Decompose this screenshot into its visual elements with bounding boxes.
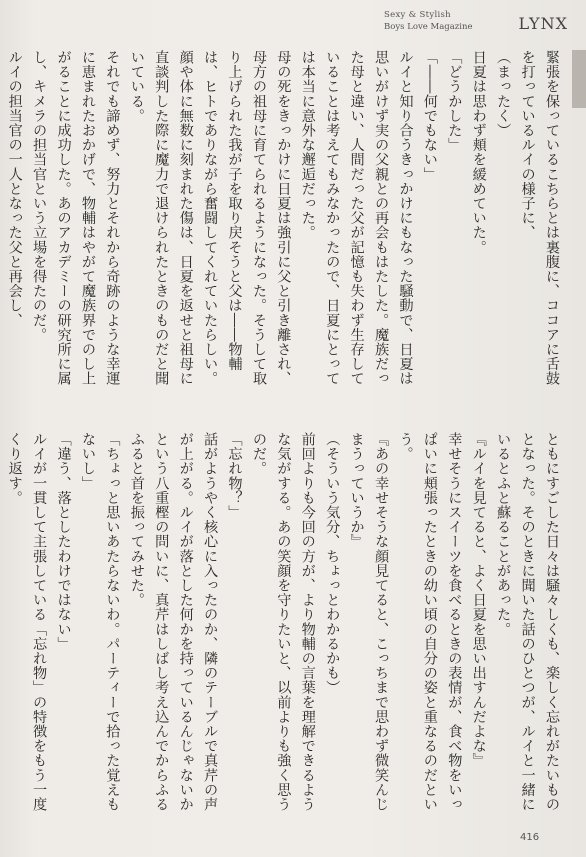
paragraph: 顔や体に無数に刻まれた傷は、日夏を返せと祖母に直談判した際に魔力で退けられたときのものだと聞いている。 bbox=[128, 50, 194, 386]
paragraph: 「ちょっと思いあたらないわ。パーティーで拾った覚えもないし」 bbox=[79, 432, 121, 812]
paragraph: 『ルイを見てると、よく日夏を思い出すんだよな』 bbox=[470, 432, 487, 768]
paragraph: （そういう気分、ちょっとわかるかも） bbox=[324, 432, 341, 695]
paragraph: ルイと知り合うきっかけにもなった騒動で、日夏は思いがけず実の父親との再会もはたした。魔族だった母と違い、人間だった父が記憶も失わず生存していることは考えてもみなかったので、日夏にとっては本当に意外な邂逅だった。 bbox=[299, 50, 414, 386]
paragraph: 「どうかした」 bbox=[446, 50, 463, 153]
page-header bbox=[368, 8, 568, 48]
paragraph: 話がようやく核心に入ったのか、隣のテーブルで真芹の声が上がる。ルイが落とした何かを持っているんじゃないかという八重樫の問いに、真芹はしばし考え込んでからふるふると首を振ってみせた。 bbox=[128, 432, 219, 812]
paragraph: 『あの幸せそうな顔見てると、こっちまで思わず微笑んじまうっていうか』 bbox=[348, 432, 390, 812]
header-tagline: Sexy & Stylish bbox=[384, 10, 451, 20]
bottom-text-block bbox=[6, 432, 564, 812]
paragraph: 「――何でもない」 bbox=[421, 50, 438, 182]
page-number: 416 bbox=[520, 832, 540, 843]
paragraph: 「忘れ物？」 bbox=[226, 432, 243, 520]
paragraph: 幸せそうにスイーツを食べるときの表情が、食べ物をいっぱいに頬張ったときの幼い頃の自分の姿と重なるのだという。 bbox=[397, 432, 463, 812]
paragraph: 日夏は思わず頬を緩めていた。 bbox=[470, 50, 487, 255]
paragraph: ともにすごした日々は騒々しくも、楽しく忘れがたいものとなった。そのときに聞いた話のひとつが、ルイと一緒にいるとふと蘇ることがあった。 bbox=[495, 432, 560, 812]
paragraph: 「違う、落としたわけではない」 bbox=[55, 432, 72, 651]
paragraph: 緊張を保っているこちらとは裏腹に、ココアに舌鼓を打っているルイの様子に、 bbox=[519, 50, 560, 386]
header-brand-logo: LYNX bbox=[518, 14, 568, 33]
paragraph: 母の死をきっかけに日夏は強引に父と引き離され、母方の祖母に育てられるようになった。そうして取り上げられた我が子を取り戻そうと父は――物輔は、ヒトでありながら奮闘してくれていたらしい。 bbox=[202, 50, 292, 386]
top-text-block bbox=[6, 50, 564, 400]
paragraph: ルイが一貫して主張している「忘れ物」の特徴をもう一度くり返す。 bbox=[6, 432, 48, 812]
paragraph: （まったく） bbox=[495, 50, 512, 138]
edge-tab-marker bbox=[572, 50, 586, 108]
header-subtitle: Boys Love Magazine bbox=[384, 22, 473, 32]
paragraph: それでも諦めず、努力とそれから奇跡のような幸運に恵まれたおかげで、物輔はやがて魔族界でのし上がることに成功した。あのアカデミーの研究所に属し、キメラの担当官という立場を得たのだ。 bbox=[31, 50, 121, 386]
paragraph: ルイの担当官の一人となった父と再会し、 bbox=[6, 50, 23, 328]
paragraph bbox=[0, 432, 2, 812]
paragraph: 前回よりも今回の方が、より物輔の言葉を理解できるような気がする。あの笑顔を守りたいと、以前よりも強く思うのだ。 bbox=[250, 432, 316, 812]
